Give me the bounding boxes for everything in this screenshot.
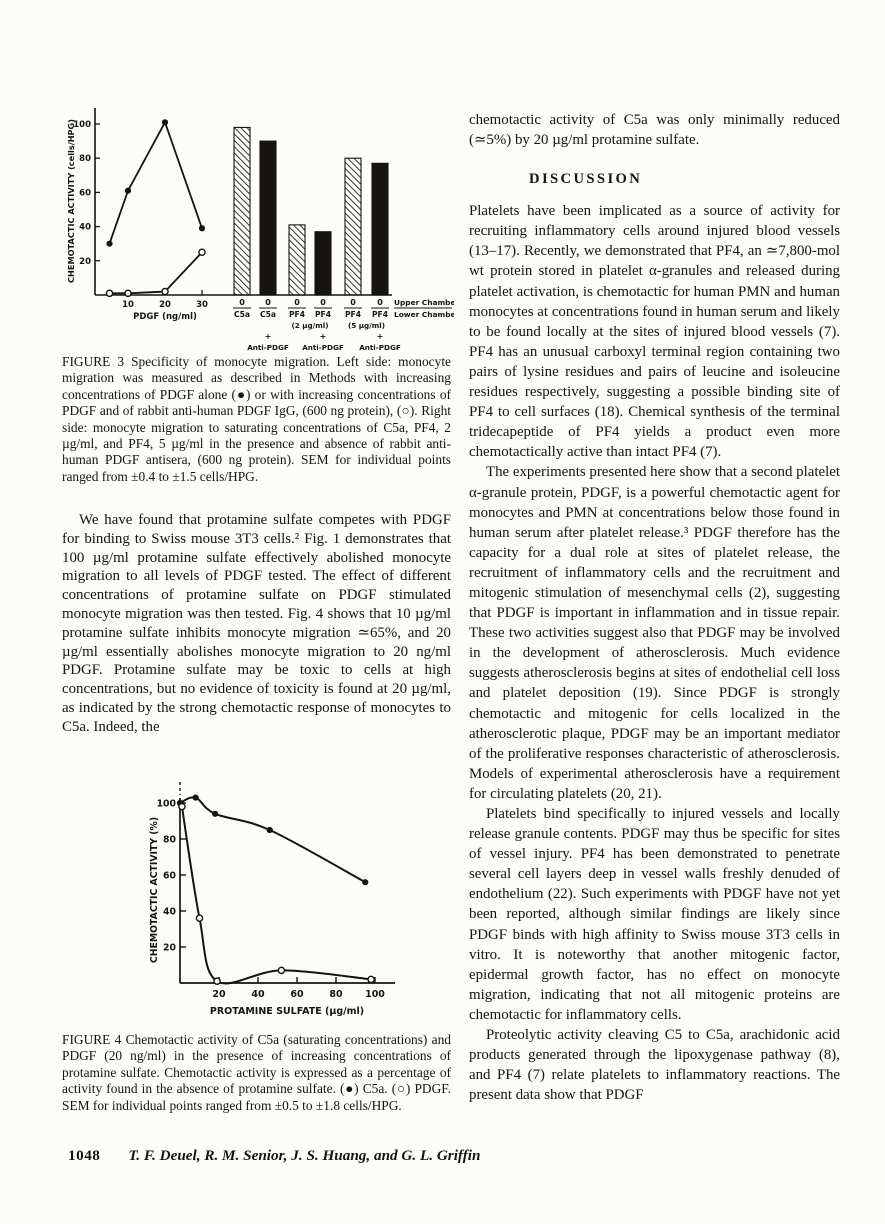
svg-text:0: 0	[294, 298, 300, 307]
svg-text:Anti-PDGF: Anti-PDGF	[247, 343, 289, 352]
svg-text:+: +	[264, 332, 272, 341]
svg-text:60: 60	[79, 188, 91, 199]
right-column	[469, 110, 840, 1105]
page-footer	[68, 1147, 480, 1165]
svg-text:+: +	[319, 332, 327, 341]
svg-text:Anti-PDGF: Anti-PDGF	[302, 343, 344, 352]
svg-text:C5a: C5a	[260, 310, 276, 319]
svg-text:20: 20	[159, 300, 171, 310]
svg-text:0: 0	[239, 298, 245, 307]
svg-text:40: 40	[163, 906, 176, 918]
figure4-caption: FIGURE 4 Chemotactic activity of C5a (saturating concentrations) and PDGF (20 ng/ml) in the presence of increasing concentrations of protamine sulfate. Chemotactic activity is expressed as a percentage of activity found in the absence of protamine sulfate. (●) C5a. (○) PDGF. SEM for individual points ranged from ±0.5 to ±1.8 cells/HPG.	[62, 1032, 451, 1113]
discussion-paragraph: The experiments presented here show that a second platelet α-granule protein, PDGF, is a powerful chemotactic agent for monocytes and PMN at concentrations below those found in human serum after platelet release.³ PDGF therefore has the capacity for a dual role at sites of platelet release, the recruitment of inflammatory cells and the recruitment and mitogenic stimulation of mesenchymal cells (2), suggesting that PDGF is important in inflammation and in tissue repair. These two activities suggest also that PDGF may be involved in the development of atherosclerosis. Much evidence suggests atherosclerosis begins at sites of endothelial cell loss and platelet deposition (19). Since PDGF is strongly chemotactic and mitogenic for cells localized in the atherosclerotic plaque, PDGF may be an important mediator of the proliferative responses characteristic of atherosclerosis. Models of experimental atherosclerosis have a requirement for circulating platelets (20, 21).	[469, 464, 840, 802]
svg-text:PF4: PF4	[288, 310, 306, 319]
svg-text:60: 60	[290, 989, 304, 1000]
svg-text:PF4: PF4	[314, 310, 332, 319]
svg-text:60: 60	[163, 870, 176, 882]
svg-text:10: 10	[122, 300, 134, 310]
svg-text:CHEMOTACTIC ACTIVITY (cells/HP: CHEMOTACTIC ACTIVITY (cells/HPG)	[66, 118, 76, 284]
footer-authors: T. F. Deuel, R. M. Senior, J. S. Huang, and G. L. Griffin	[128, 1147, 481, 1164]
svg-text:+: +	[376, 332, 384, 341]
svg-text:20: 20	[212, 989, 226, 1000]
svg-text:C5a: C5a	[234, 310, 250, 319]
svg-text:Upper Chamber: Upper Chamber	[394, 298, 454, 307]
svg-text:(2 µg/ml): (2 µg/ml)	[291, 321, 329, 330]
figure4	[145, 778, 427, 1030]
svg-text:Lower Chamber: Lower Chamber	[394, 310, 454, 319]
svg-text:PF4: PF4	[371, 310, 389, 319]
svg-text:40: 40	[251, 989, 265, 1000]
svg-text:0: 0	[265, 298, 271, 307]
svg-text:30: 30	[196, 300, 208, 310]
page-number: 1048	[68, 1147, 101, 1164]
svg-text:80: 80	[79, 154, 91, 165]
svg-text:20: 20	[79, 256, 91, 267]
svg-text:100: 100	[156, 798, 176, 810]
svg-text:CHEMOTACTIC ACTIVITY (%): CHEMOTACTIC ACTIVITY (%)	[149, 816, 160, 964]
discussion-paragraph: Proteolytic activity cleaving C5 to C5a, arachidonic acid products generated through the lipoxygenase pathway (8), and PF4 (7) relate platelets to inflammatory reactions. The present data show that PDGF	[469, 1027, 840, 1104]
left-paragraph: We have found that protamine sulfate competes with PDGF for binding to Swiss mouse 3T3 cells.² Fig. 1 demonstrates that 100 µg/ml protamine sulfate effectively abolished monocyte migration to all levels of PDGF tested. The effect of different concentrations of protamine sulfate on PDGF stimulated monocyte migration was then tested. Fig. 4 shows that 10 µg/ml protamine sulfate inhibits monocyte migration ≃65%, and 20 µg/ml essentially abolishes monocyte migration to 20 ng/ml PDGF. Protamine sulfate may be toxic to cells at high concentrations, but no evidence of toxicity is found at 20 µg/ml, as indicated by the strong chemotactic response of monocytes to C5a. Indeed, the	[62, 512, 451, 735]
svg-text:PROTAMINE SULFATE (µg/ml): PROTAMINE SULFATE (µg/ml)	[209, 1006, 365, 1017]
svg-text:100: 100	[365, 989, 385, 1000]
figure3-caption: FIGURE 3 Specificity of monocyte migration. Left side: monocyte migration was measured as described in Methods with increasing concentrations of PDGF alone (●) or with increasing concentrations of PDGF and of rabbit anti-human PDGF IgG, (600 ng protein), (○). Right side: monocyte migration to saturating concentrations of C5a, PF4, 2 µg/ml, and PF4, 5 µg/ml in the presence and absence of rabbit anti-human PDGF antisera, (600 ng protein). SEM for individual points ranged from ±0.4 to ±1.5 cells/HPG.	[62, 354, 451, 484]
svg-text:0: 0	[350, 298, 356, 307]
svg-text:100: 100	[73, 120, 91, 130]
svg-text:Anti-PDGF: Anti-PDGF	[359, 343, 401, 352]
svg-text:0: 0	[320, 298, 326, 307]
svg-text:40: 40	[79, 222, 91, 233]
discussion-paragraph: Platelets bind specifically to injured vessels and locally release granule contents. PDGF may thus be specific for sites of vessel injury. PF4 has been demonstrated to penetrate several cell layers deep in vessel walls freshly denuded of endothelium (22). Such experiments with PDGF have not yet been reported, although similar findings are likely since PDGF binds with high affinity to Swiss mouse 3T3 cells in vitro. It is noteworthy that another mitogenic factor, epidermal growth factor, has no effect on monocyte migration, indicating that not all mitogenic proteins are chemotactic for inflammatory cells.	[469, 806, 840, 1023]
svg-text:80: 80	[329, 989, 343, 1000]
svg-text:20: 20	[163, 942, 176, 954]
figure3	[62, 96, 454, 362]
svg-text:PDGF (ng/ml): PDGF (ng/ml)	[133, 312, 197, 322]
svg-text:(5 µg/ml): (5 µg/ml)	[347, 321, 386, 330]
svg-text:80: 80	[163, 834, 176, 846]
figure4-chart	[145, 778, 427, 1030]
continuation-paragraph: chemotactic activity of C5a was only minimally reduced (≃5%) by 20 µg/ml protamine sulfate.	[469, 112, 840, 149]
svg-text:PF4: PF4	[344, 310, 362, 319]
discussion-heading: DISCUSSION	[529, 171, 643, 188]
svg-text:0: 0	[377, 298, 383, 307]
discussion-paragraph: Platelets have been implicated as a source of activity for recruiting inflammatory cells around injured blood vessels (13–17). Recently, we demonstrated that PF4, an ≃7,800-mol wt protein stored in platelet α-granules and released during platelet activation, is chemotactic for human PMN and human monocytes at concentrations found in human serum and likely to be found locally at the sites of injured blood vessels (7). PF4 has an unusual carboxyl terminal region containing two pairs of lysine residues and pairs of leucine and isoleucine residues respectively, suggesting a possible binding site of PF4 to cell surfaces (18). Chemical synthesis of the terminal tridecapeptide of PF4 yields a product even more chemotactically active than intact PF4 (7).	[469, 203, 840, 461]
figure3-chart	[62, 96, 454, 362]
discussion-paragraphs	[469, 201, 840, 1105]
